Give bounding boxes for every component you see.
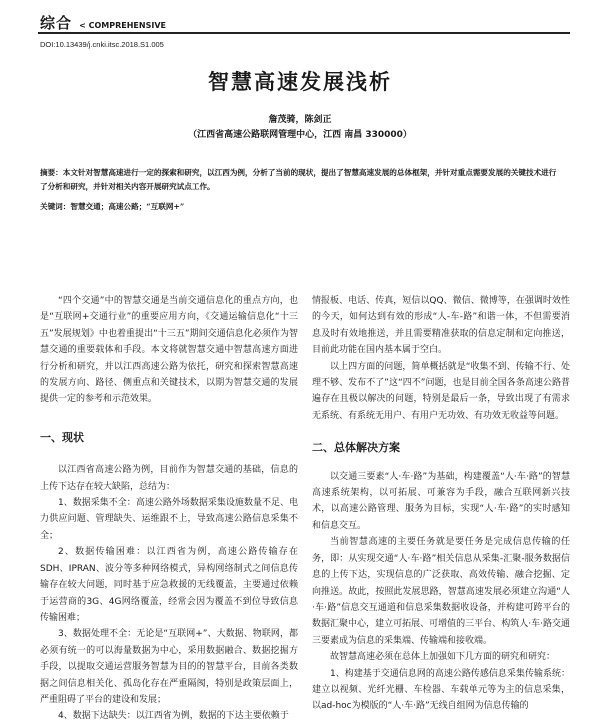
section-title: 综合 (40, 14, 73, 32)
intro-paragraph: “四个交通”中的智慧交通是当前交通信息化的重点方向，也是“互联网+交通行业”的重要应用方向，《交通运输信息化“十三五”发展规划》中也着重提出“十三五”期间交通信息化必须作为智慧交通的重要载体和手段。本文将就智慧交通中智慧高速方面进行分析和研究，并以江西高速公路为依托，研究和探索智慧高速的发展方向、路径、侧重点和关键技术，以期为智慧交通的发展提供一定的参考和示范效果。 (40, 296, 298, 405)
keywords-label: 关键词： (40, 202, 71, 211)
paragraph: 以上四方面的问题，简单概括就是“收集不到、传输不行、处理不够、发布不了”这“四不”问题，也是目前全国各条高速公路普遍存在且极以解决的问题，特别是最后一条，导致出现了有需求无系统、有系统无用户、有用户无功效、有功效无收益等问题。 (312, 361, 570, 421)
author-line: 詹茂骑，陈剑正 (268, 115, 332, 125)
left-column (40, 293, 298, 725)
abstract (40, 166, 562, 194)
paragraph: 故智慧高速必须在总体上加强如下几方面的研究和研究： (330, 652, 556, 663)
paragraph: 1、构建基于交通信息网的高速公路传感信息采集传输系统：建立以视频、光纤光栅、车检器、车载单元等为主的信息采集，以ad-hoc为模版的“人·车·路”无线自组网为信息传输的 (312, 668, 570, 712)
paragraph: 情报板、电话、传真，短信以QQ、微信、微博等，在强调时效性的今天，如何达到有效的形成“人-车-路”和谐一体，不但需要消息及时有效地推送，并且需要精准获取的信息定制和定向推送，目前此功能在国内基本属于空白。 (312, 296, 570, 356)
paragraph: 2、数据传输困难：以江西省为例，高速公路传输存在SDH、IPRAN、波分等多种网络模式，异构网络制式之间信息传输存在较大问题，同时基于应急救援的无线覆盖，主要通过依赖于运营商的3G、4G网络覆盖，经常会因为覆盖不到位导致信息传输困难； (40, 547, 298, 623)
right-column (312, 293, 570, 715)
section-subtitle: < COMPREHENSIVE (79, 21, 166, 30)
paragraph: 以江西省高速公路为例，目前作为智慧交通的基础，信息的上传下达存在较大缺陷，总结为： (40, 465, 298, 492)
section-heading-solution: 二、总体解决方案 (312, 441, 400, 455)
paragraph: 3、数据处理不全：无论是“互联网+”、大数据、物联网，都必须有统一的可以海量数据为中心，采用数据融合、数据挖掘方手段，以提取交通运营服务智慧为目的的智慧平台，目前各类数据之间信息相关化、孤岛化存在严重隔阂，特别是政策层面上，严重阻碍了平台的建设和发展； (40, 629, 298, 705)
abstract-text: 本文针对智慧高速进行一定的探索和研究，以江西为例，分析了当前的现状，提出了智慧高速发展的总体框架，并针对重点需要发展的关键技术进行了分析和研究，并针对相关内容开展研究试点工作。 (40, 168, 557, 191)
section-heading-status: 一、现状 (40, 430, 84, 444)
affiliation-line: （江西省高速公路联网管理中心，江西 南昌 330000） (188, 130, 412, 140)
abstract-label: 摘要： (40, 168, 63, 177)
keywords-text: 智慧交通；高速公路；“互联网+” (70, 202, 185, 211)
doi: DOI:10.13439/j.cnki.itsc.2018.S1.005 (40, 40, 164, 49)
paragraph: 以交通三要素“人·车·路”为基础，构建覆盖“人·车·路”的智慧高速系统架构，以可拓展、可兼容为手段，融合互联网新兴技术，以高速公路管理、服务为目标，实现“人·车·路”的实时感知和信息交互。 (312, 471, 570, 531)
article-title: 智慧高速发展浅析 (208, 70, 392, 94)
header-rule (38, 32, 570, 34)
journal-header (40, 12, 570, 34)
paragraph: 当前智慧高速的主要任务就是要任务是完成信息传输的任务，即：从实现交通“人·车·路”相关信息从采集-汇聚-服务数据信息的上传下达，实现信息的广泛获取、高效传输、融合挖掘、定向推送。故此，按照此发展思路，智慧高速发展必须建立沟通“人·车·路”信息交互通道和信息采集数据收设备，并构建可跨平台的数据汇聚中心，建立可拓展、可增值的三平台、构筑人·车·路交通三要素成为信息的采集端、传输端和接收端。 (312, 537, 570, 646)
keywords (40, 200, 562, 214)
paragraph: 1、数据采集不全：高速公路外场数据采集设施数量不足、电力供应问题、管理缺失、运维跟不上，导致高速公路信息采集不全； (40, 498, 298, 541)
paragraph: 4、数据下达缺失：以江西省为例，数据的下达主要依赖于 (58, 711, 289, 722)
